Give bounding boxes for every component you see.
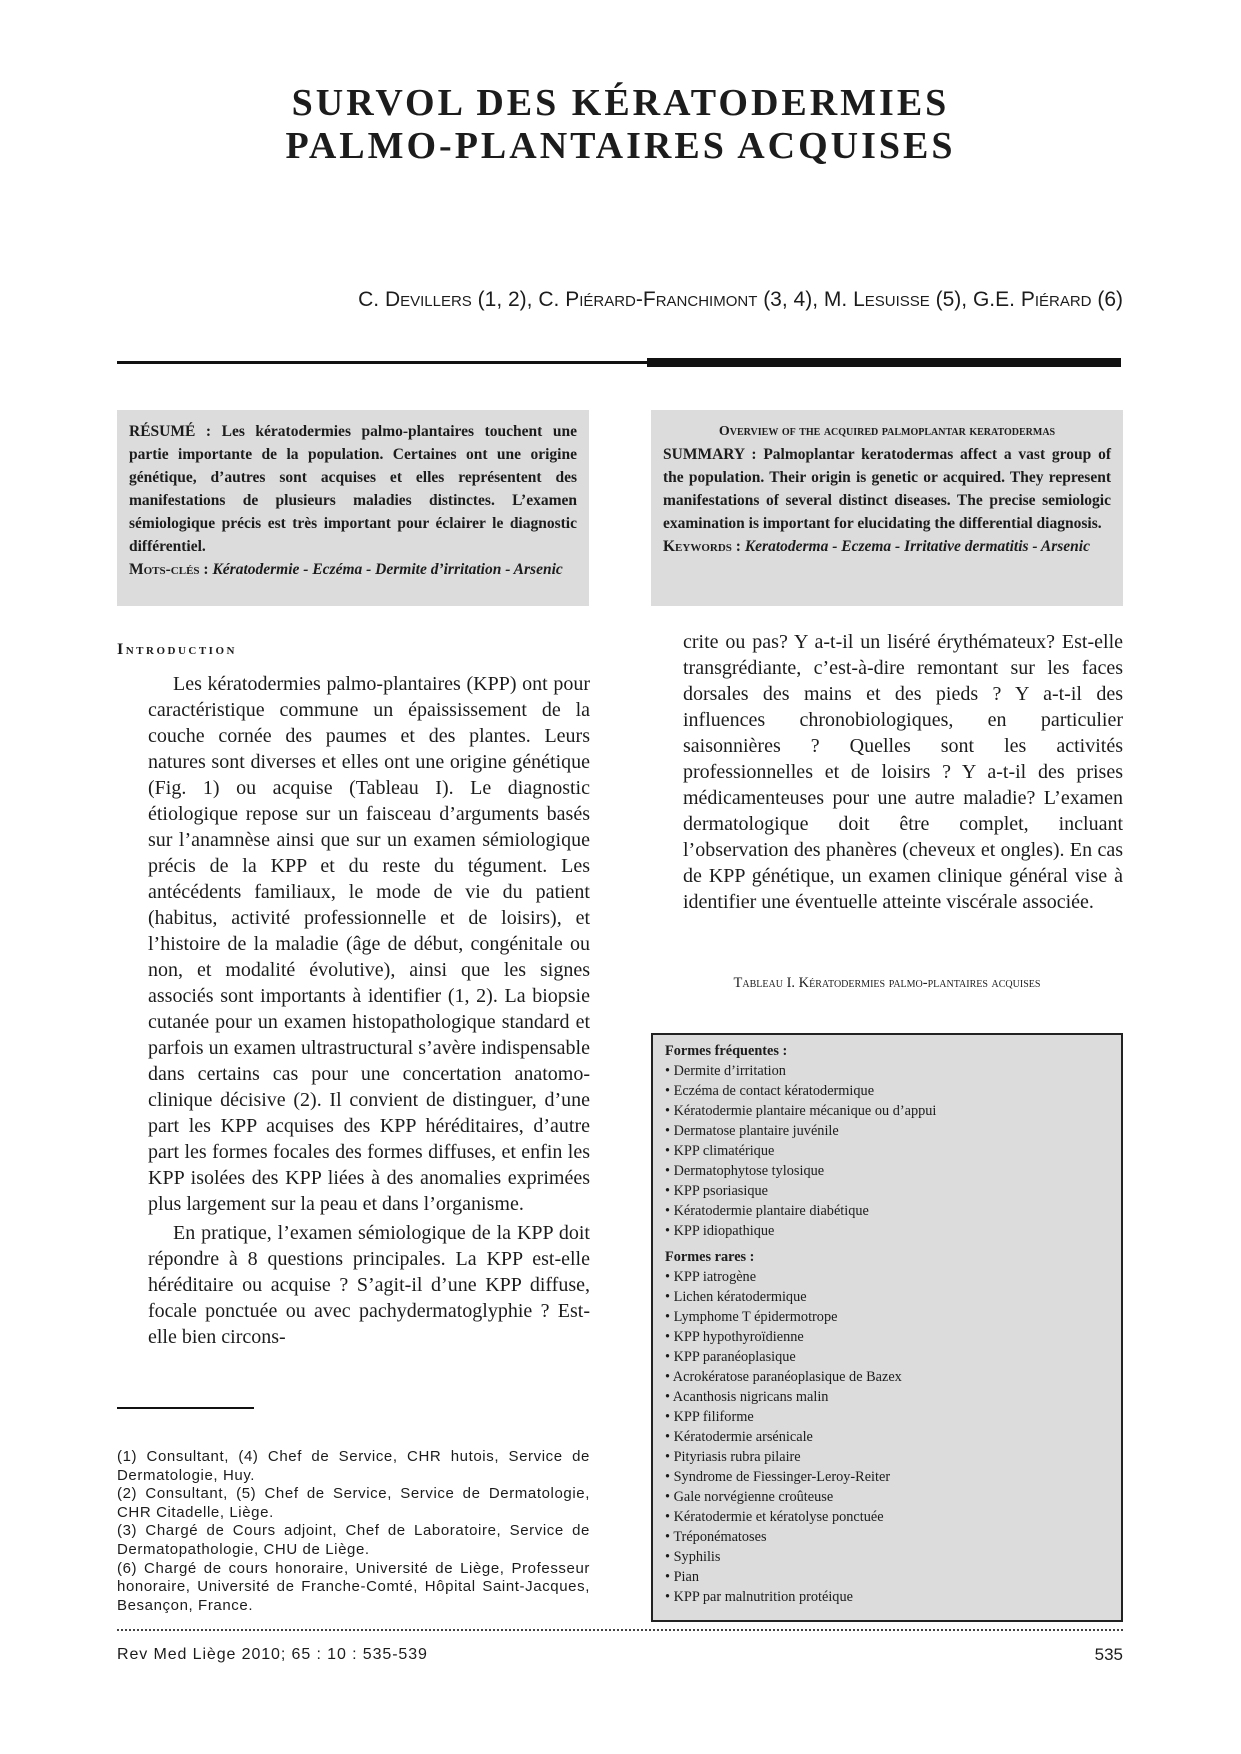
- author-3: M. Lesuisse (5),: [823, 288, 973, 311]
- footnote: (2) Consultant, (5) Chef de Service, Service de Dermatologie, CHR Citadelle, Liège.: [117, 1485, 590, 1521]
- footnote: (1) Consultant, (4) Chef de Service, CHR hutois, Service de Dermatologie, Huy.: [117, 1448, 590, 1484]
- table-item: • KPP filiforme: [665, 1407, 1111, 1427]
- body-column-left: [148, 671, 590, 1350]
- author-1: C. Devillers (1, 2),: [358, 288, 539, 311]
- footnotes: [117, 1448, 590, 1615]
- article-title: [0, 82, 1241, 168]
- table-item: • Dermite d’irritation: [665, 1061, 1111, 1081]
- table-list-rare: [665, 1267, 1111, 1607]
- table-item: • Lymphome T épidermotrope: [665, 1307, 1111, 1327]
- table-item: • Eczéma de contact kératodermique: [665, 1081, 1111, 1101]
- table-item: • KPP climatérique: [665, 1141, 1111, 1161]
- table-item: • Pian: [665, 1567, 1111, 1587]
- article-title-line-2: PALMO-PLANTAIRES ACQUISES: [285, 125, 956, 167]
- header-rule-thick: [647, 358, 1121, 367]
- journal-citation: Rev Med Liège 2010; 65 : 10 : 535-539: [117, 1646, 428, 1663]
- table-acquired-kpp: [651, 1033, 1123, 1622]
- abstract-fr-keywords: Kératodermie - Eczéma - Dermite d’irritation - Arsenic: [212, 561, 563, 578]
- footer-dotted-rule: [117, 1629, 1123, 1631]
- footnote: (3) Chargé de Cours adjoint, Chef de Laboratoire, Service de Dermatopathologie, CHU de Liège.: [117, 1522, 590, 1558]
- abstract-en-keywords: Keratoderma - Eczema - Irritative dermatitis - Arsenic: [744, 538, 1090, 555]
- table-item: • Acrokératose paranéoplasique de Bazex: [665, 1367, 1111, 1387]
- table-section-rare: [665, 1247, 1111, 1607]
- table-item: • Tréponématoses: [665, 1527, 1111, 1547]
- abstract-en-keywords-label: Keywords :: [663, 538, 745, 555]
- table-item: • Pityriasis rubra pilaire: [665, 1447, 1111, 1467]
- table-item: • Acanthosis nigricans malin: [665, 1387, 1111, 1407]
- table-list-frequent: [665, 1061, 1111, 1241]
- table-item: • Dermatose plantaire juvénile: [665, 1121, 1111, 1141]
- table-item: • Kératodermie arsénicale: [665, 1427, 1111, 1447]
- intro-paragraph-1: Les kératodermies palmo-plantaires (KPP) ont pour caractéristique commune un épaississement de la couche cornée des paumes et des plantes. Leurs natures sont diverses et elles ont une origine génétique (Fig. 1) ou acquise (Tableau I). Le diagnostic étiologique repose sur un faisceau d’arguments basés sur l’anamnèse ainsi que sur un examen sémiologique précis de la KPP et du reste du tégument. Les antécédents familiaux, le mode de vie du patient (habitus, activité professionnelle et de loisirs), et l’histoire de la maladie (âge de début, congénitale ou non, et modalité évolutive), ainsi que les signes associés sont importants à identifier (1, 2). La biopsie cutanée pour un examen histopathologique standard et parfois un examen ultrastructural s’avère indispensable dans certains cas pour une concertation anatomo-clinique décisive (2). Il convient de distinguer, d’une part les KPP acquises des KPP héréditaires, d’autre part les formes focales des formes diffuses, et enfin les KPP isolées des KPP liées à des anomalies exprimées plus largement sur la peau et dans l’organisme.: [148, 673, 590, 1215]
- table-item: • KPP paranéoplasique: [665, 1347, 1111, 1367]
- abstract-english: [651, 410, 1123, 606]
- author-2: C. Piérard-Franchimont (3, 4),: [538, 288, 824, 311]
- author-list: [358, 288, 1123, 312]
- abstract-en-title: Overview of the acquired palmoplantar keratodermas: [718, 424, 1056, 439]
- header-rule-thin: [117, 361, 647, 364]
- table-item: • KPP idiopathique: [665, 1221, 1111, 1241]
- table-item: • KPP par malnutrition protéique: [665, 1587, 1111, 1607]
- intro-paragraph-2: En pratique, l’examen sémiologique de la KPP doit répondre à 8 questions principales. La KPP est-elle héréditaire ou acquise ? S’agit-il d’une KPP diffuse, focale ponctuée ou avec pachydermatoglyphie ? Est-elle bien circons-: [148, 1222, 590, 1348]
- table-item: • Kératodermie plantaire diabétique: [665, 1201, 1111, 1221]
- abstract-fr-text: Les kératodermies palmo-plantaires touchent une partie importante de la population. Certaines ont une origine génétique, d’autres sont acquises et elles représentent des manifestations de plusieurs maladies distinctes. L’examen sémiologique précis est très important pour éclairer le diagnostic différentiel.: [129, 423, 577, 555]
- abstract-fr-label: RÉSUMÉ :: [129, 423, 222, 440]
- table-item: • Kératodermie plantaire mécanique ou d’appui: [665, 1101, 1111, 1121]
- table-section-heading: Formes fréquentes :: [665, 1043, 788, 1059]
- table-caption: Tableau I. Kératodermies palmo-plantaires acquises: [733, 975, 1041, 991]
- table-item: • Lichen kératodermique: [665, 1287, 1111, 1307]
- table-section-heading: Formes rares :: [665, 1249, 755, 1265]
- abstract-en-label: SUMMARY :: [663, 446, 764, 463]
- footnote-rule: [117, 1407, 254, 1409]
- table-item: • Gale norvégienne croûteuse: [665, 1487, 1111, 1507]
- abstract-fr-keywords-label: Mots-clés :: [129, 561, 213, 578]
- abstract-en-text: Palmoplantar keratodermas affect a vast group of the population. Their origin is genetic or acquired. They represent manifestations of several distinct diseases. The precise semiologic examination is important for elucidating the differential diagnosis.: [663, 446, 1111, 532]
- footnote: (6) Chargé de cours honoraire, Université de Liège, Professeur honoraire, Université de Franche-Comté, Hôpital Saint-Jacques, Besançon, France.: [117, 1559, 590, 1614]
- table-item: • KPP iatrogène: [665, 1267, 1111, 1287]
- table-item: • Syndrome de Fiessinger-Leroy-Reiter: [665, 1467, 1111, 1487]
- right-column-paragraph: crite ou pas? Y a-t-il un liséré érythémateux? Est-elle transgrédiante, c’est-à-dire remontant sur les faces dorsales des mains et des pieds ? Y a-t-il des influences chronobiologiques, en particulier saisonnières ? Quelles sont les activités professionnelles et de loisirs ? Y a-t-il des prises médicamenteuses pour une autre maladie? L’examen dermatologique doit être complet, incluant l’observation des phanères (cheveux et ongles). En cas de KPP génétique, un examen clinique général vise à identifier une éventuelle atteinte viscérale associée.: [683, 631, 1123, 913]
- table-section-frequent: [665, 1041, 1111, 1241]
- table-item: • Dermatophytose tylosique: [665, 1161, 1111, 1181]
- table-item: • Kératodermie et kératolyse ponctuée: [665, 1507, 1111, 1527]
- article-title-line-1: SURVOL DES KÉRATODERMIES: [291, 82, 950, 124]
- table-item: • KPP psoriasique: [665, 1181, 1111, 1201]
- author-4: G.E. Piérard (6): [972, 288, 1123, 311]
- section-heading-introduction: Introduction: [117, 641, 237, 658]
- table-item: • Syphilis: [665, 1547, 1111, 1567]
- table-item: • KPP hypothyroïdienne: [665, 1327, 1111, 1347]
- body-column-right: [683, 629, 1123, 915]
- abstract-french: [117, 410, 589, 606]
- page-number: 535: [1094, 1645, 1123, 1664]
